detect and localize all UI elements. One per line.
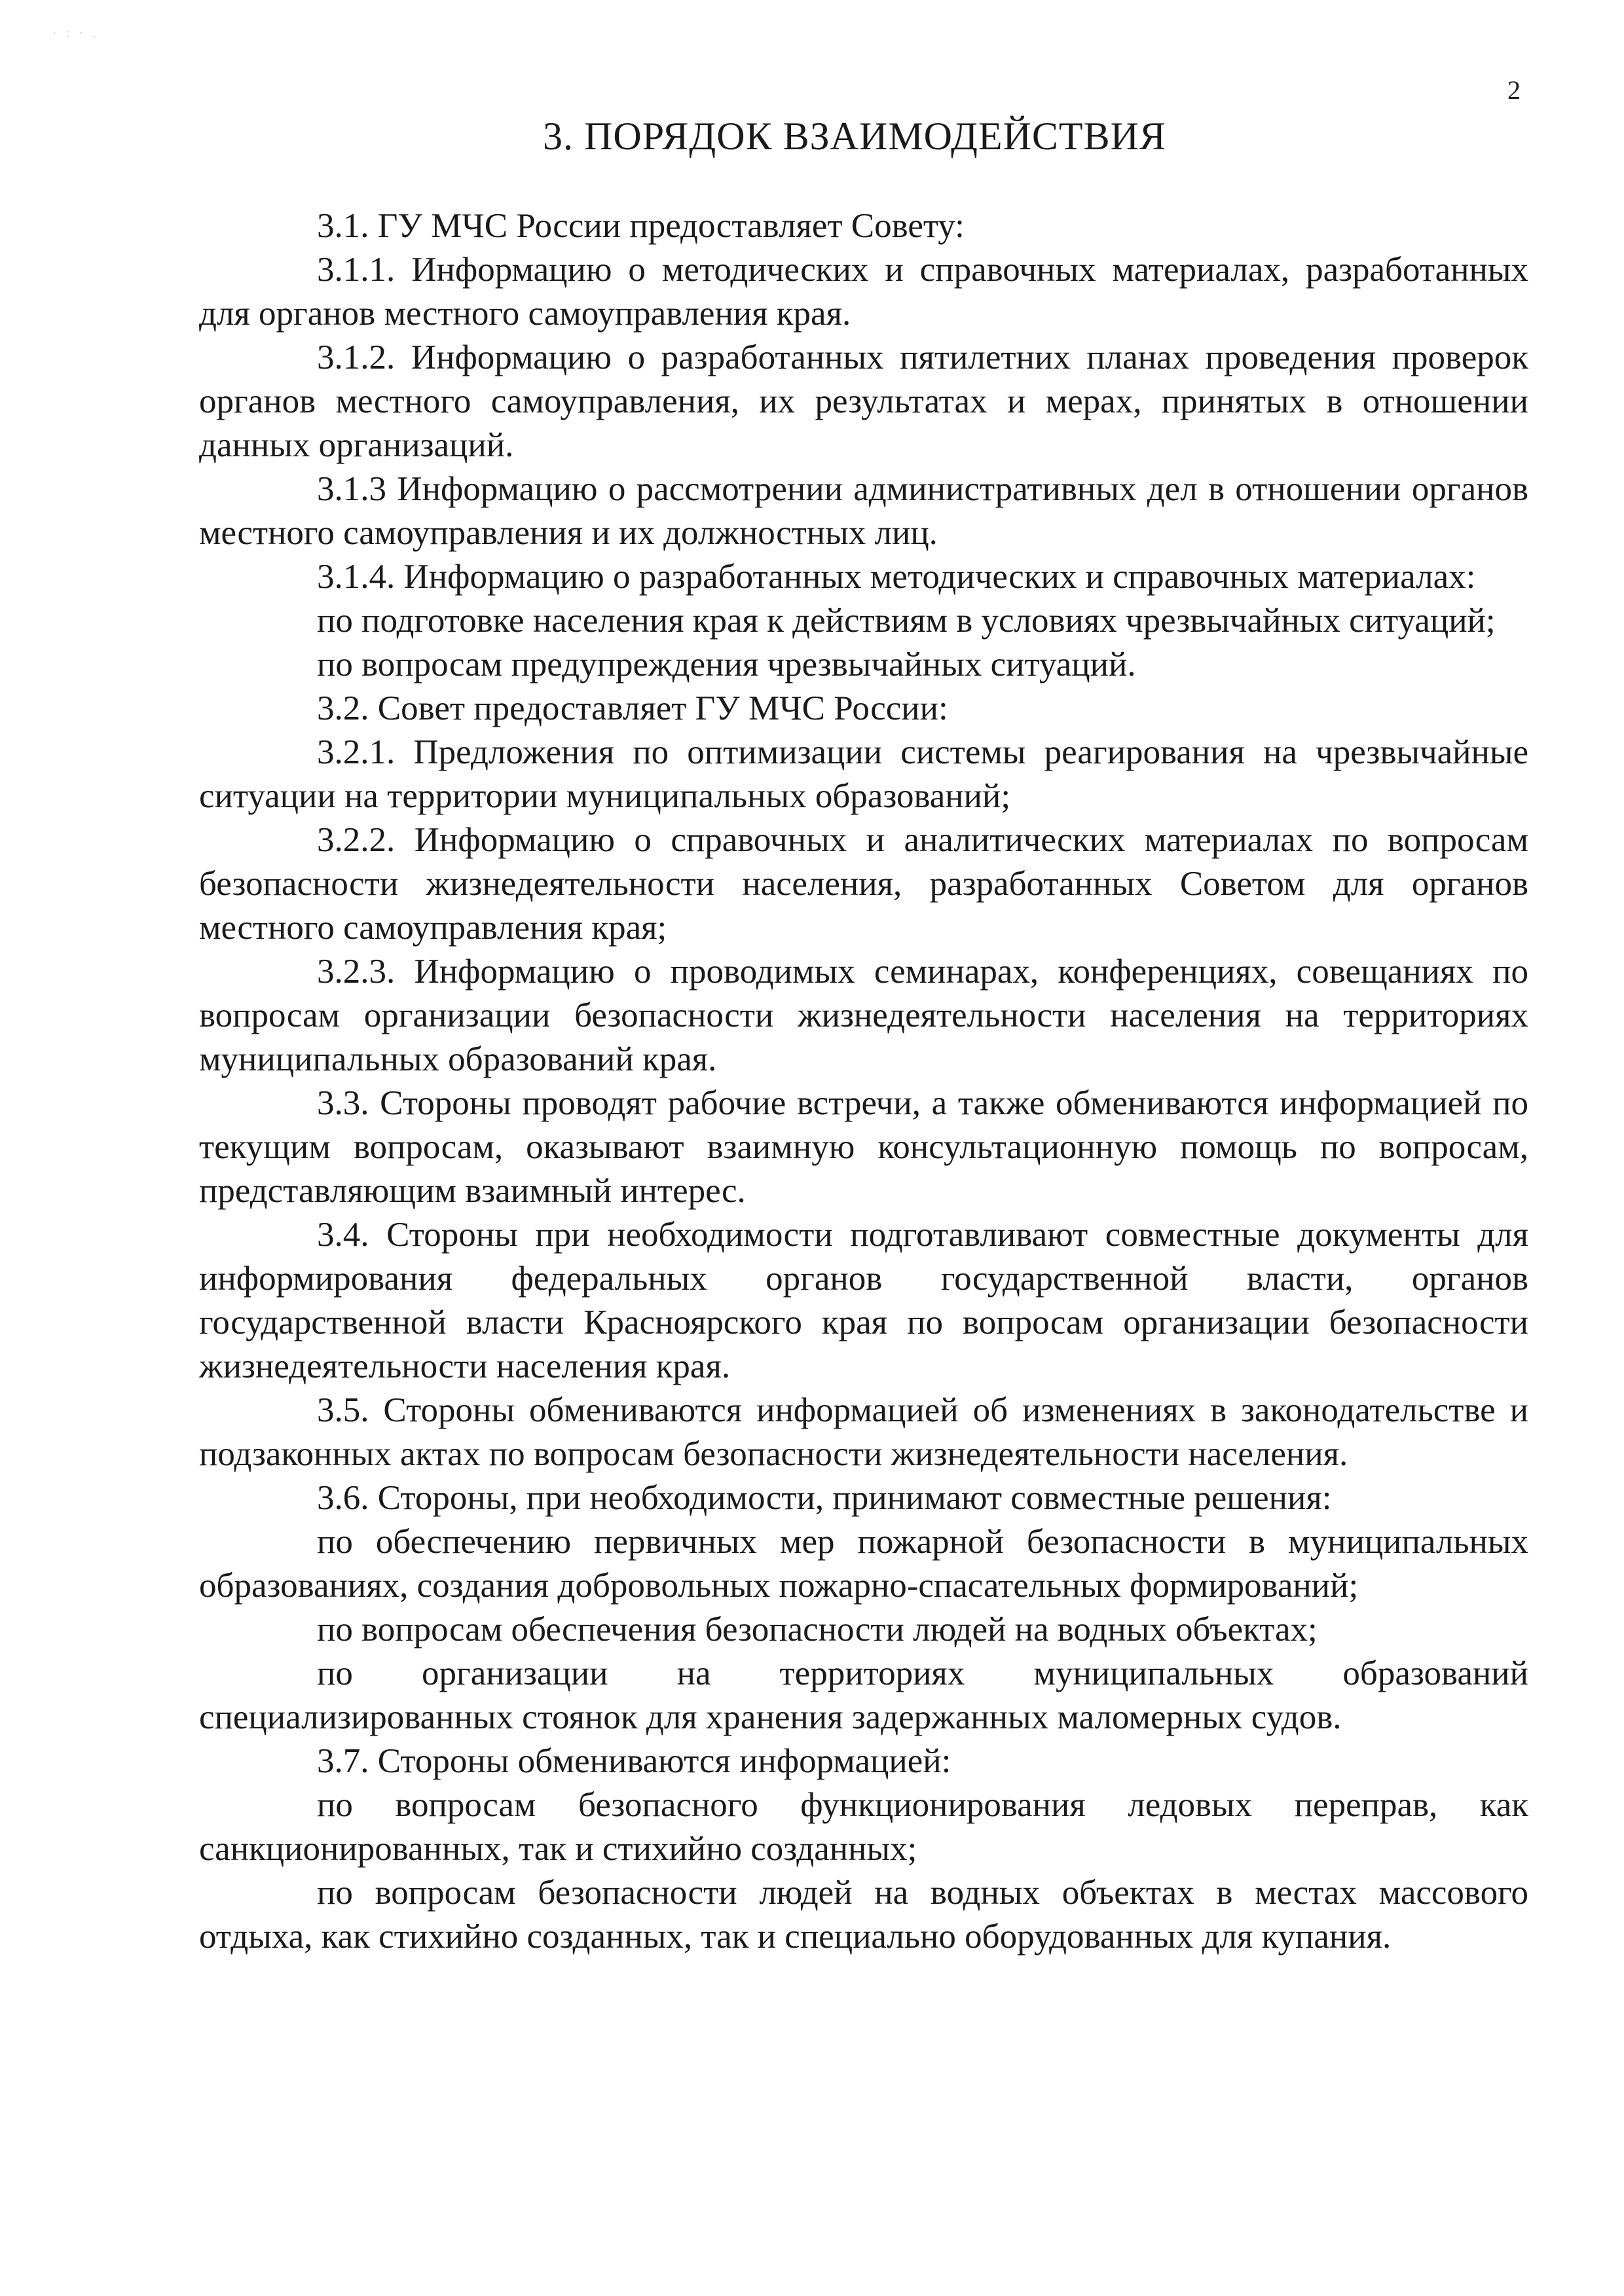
paragraph: 3.3. Стороны проводят рабочие встречи, а также обмениваются информацией по текущим вопросам, оказывают взаимную консультационную помощь по вопросам, представляющим взаимный интерес. (199, 1084, 1528, 1210)
paragraph: 3.1.3 Информацию о рассмотрении административных дел в отношении органов местного самоуправления и их должностных лиц. (199, 470, 1528, 552)
paragraph: 3.4. Стороны при необходимости подготавливают совместные документы для информирования федеральных органов государственной власти, органов государственной власти Красноярского края по вопросам организации безопасности жизнедеятельности населения края. (199, 1216, 1528, 1385)
paragraph: по вопросам безопасного функционирования ледовых переправ, как санкционированных, так и стихийно созданных; (199, 1786, 1528, 1868)
paragraph: 3.1.2. Информацию о разработанных пятилетних планах проведения проверок органов местного самоуправления, их результатах и мерах, принятых в отношении данных организаций. (199, 338, 1528, 464)
paragraph: 3.2.3. Информацию о проводимых семинарах, конференциях, совещаниях по вопросам организации безопасности жизнедеятельности населения на территориях муниципальных образований края. (199, 953, 1528, 1078)
paragraph: по вопросам предупреждения чрезвычайных ситуаций. (317, 646, 1136, 683)
paragraph: 3.7. Стороны обмениваются информацией: (317, 1742, 951, 1780)
paragraph: 3.1.4. Информацию о разработанных методических и справочных материалах: (317, 558, 1476, 596)
paragraph: по вопросам безопасности людей на водных объектах в местах массового отдыха, как стихийно созданных, так и специально оборудованных для купания. (199, 1874, 1528, 1956)
paragraph: 3.2. Совет предоставляет ГУ МЧС России: (317, 689, 948, 727)
paragraph: по подготовке населения края к действиям в условиях чрезвычайных ситуаций; (317, 602, 1496, 640)
paragraph: 3.2.2. Информацию о справочных и аналитических материалах по вопросам безопасности жизнедеятельности населения, разработанных Советом для органов местного самоуправления края; (199, 821, 1528, 947)
scan-artifact: ·:·. (52, 26, 105, 41)
page-title: 3. ПОРЯДОК ВЗАИМОДЕЙСТВИЯ (543, 115, 1166, 158)
paragraph: по вопросам обеспечения безопасности людей на водных объектах; (317, 1611, 1318, 1649)
paragraph: 3.1. ГУ МЧС России предоставляет Совету: (317, 207, 965, 245)
paragraph: по организации на территориях муниципальных образований специализированных стоянок для хранения задержанных маломерных судов. (199, 1654, 1528, 1736)
paragraph: 3.5. Стороны обмениваются информацией об изменениях в законодательстве и подзаконных актах по вопросам безопасности жизнедеятельности населения. (199, 1391, 1528, 1473)
document-body (199, 204, 1528, 1959)
paragraph: 3.2.1. Предложения по оптимизации системы реагирования на чрезвычайные ситуации на территории муниципальных образований; (199, 733, 1528, 815)
paragraph: 3.6. Стороны, при необходимости, принимают совместные решения: (317, 1479, 1332, 1517)
page-number: 2 (1507, 75, 1521, 105)
paragraph: 3.1.1. Информацию о методических и справочных материалах, разработанных для органов местного самоуправления края. (199, 251, 1528, 333)
paragraph: по обеспечению первичных мер пожарной безопасности в муниципальных образованиях, создания добровольных пожарно-спасательных формирований; (199, 1523, 1528, 1605)
